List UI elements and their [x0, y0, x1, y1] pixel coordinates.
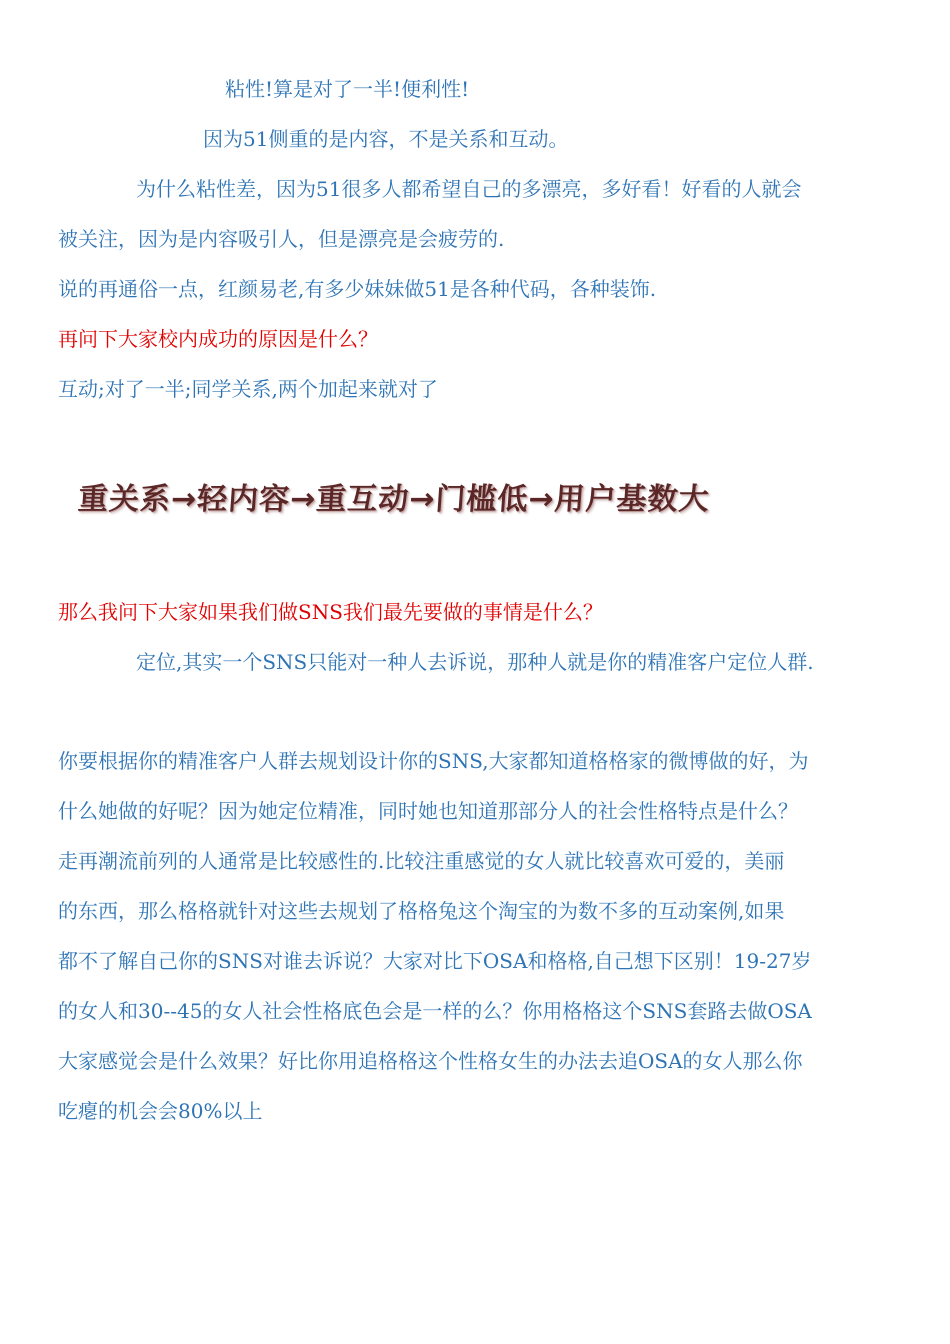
question-sns-first-step: 那么我问下大家如果我们做SNS我们最先要做的事情是什么？: [58, 600, 603, 624]
text-line-51-focus: 因为51侧重的是内容，不是关系和互动。: [203, 127, 569, 151]
question-xiaonei-success: 再问下大家校内成功的原因是什么？: [58, 327, 378, 351]
paragraph-line: 什么她做的好呢？因为她定位精准，同时她也知道那部分人的社会性格特点是什么？: [58, 799, 798, 823]
text-line-plain-speaking: 说的再通俗一点，红颜易老,有多少妹妹做51是各种代码，各种装饰.: [58, 277, 657, 301]
answer-positioning: 定位,其实一个SNS只能对一种人去诉说，那种人就是你的精准客户定位人群.: [136, 650, 814, 674]
paragraph-line: 的女人和30--45的女人社会性格底色会是一样的么？你用格格这个SNS套路去做OSA: [58, 999, 812, 1023]
paragraph-line: 走再潮流前列的人通常是比较感性的.比较注重感觉的女人就比较喜欢可爱的，美丽: [58, 849, 785, 873]
text-line-interaction: 互动;对了一半;同学关系,两个加起来就对了: [58, 377, 438, 401]
text-line-why-stickiness: 为什么粘性差，因为51很多人都希望自己的多漂亮，多好看！好看的人就会: [136, 177, 802, 201]
paragraph-line: 大家感觉会是什么效果？好比你用追格格这个性格女生的办法去追OSA的女人那么你: [58, 1049, 803, 1073]
text-line-attention: 被关注，因为是内容吸引人，但是漂亮是会疲劳的.: [58, 227, 505, 251]
flow-banner: 重关系→轻内容→重互动→门槛低→用户基数大: [76, 482, 711, 517]
text-line-stickiness: 粘性!算是对了一半!便利性!: [225, 77, 470, 101]
paragraph-line: 吃瘪的机会会80%以上: [58, 1099, 263, 1123]
paragraph-line: 都不了解自己你的SNS对谁去诉说？大家对比下OSA和格格,自己想下区别！19-27岁: [58, 949, 812, 973]
paragraph-line: 你要根据你的精准客户人群去规划设计你的SNS,大家都知道格格家的微博做的好，为: [58, 749, 809, 773]
paragraph-line: 的东西，那么格格就针对这些去规划了格格兔这个淘宝的为数不多的互动案例,如果: [58, 899, 785, 923]
